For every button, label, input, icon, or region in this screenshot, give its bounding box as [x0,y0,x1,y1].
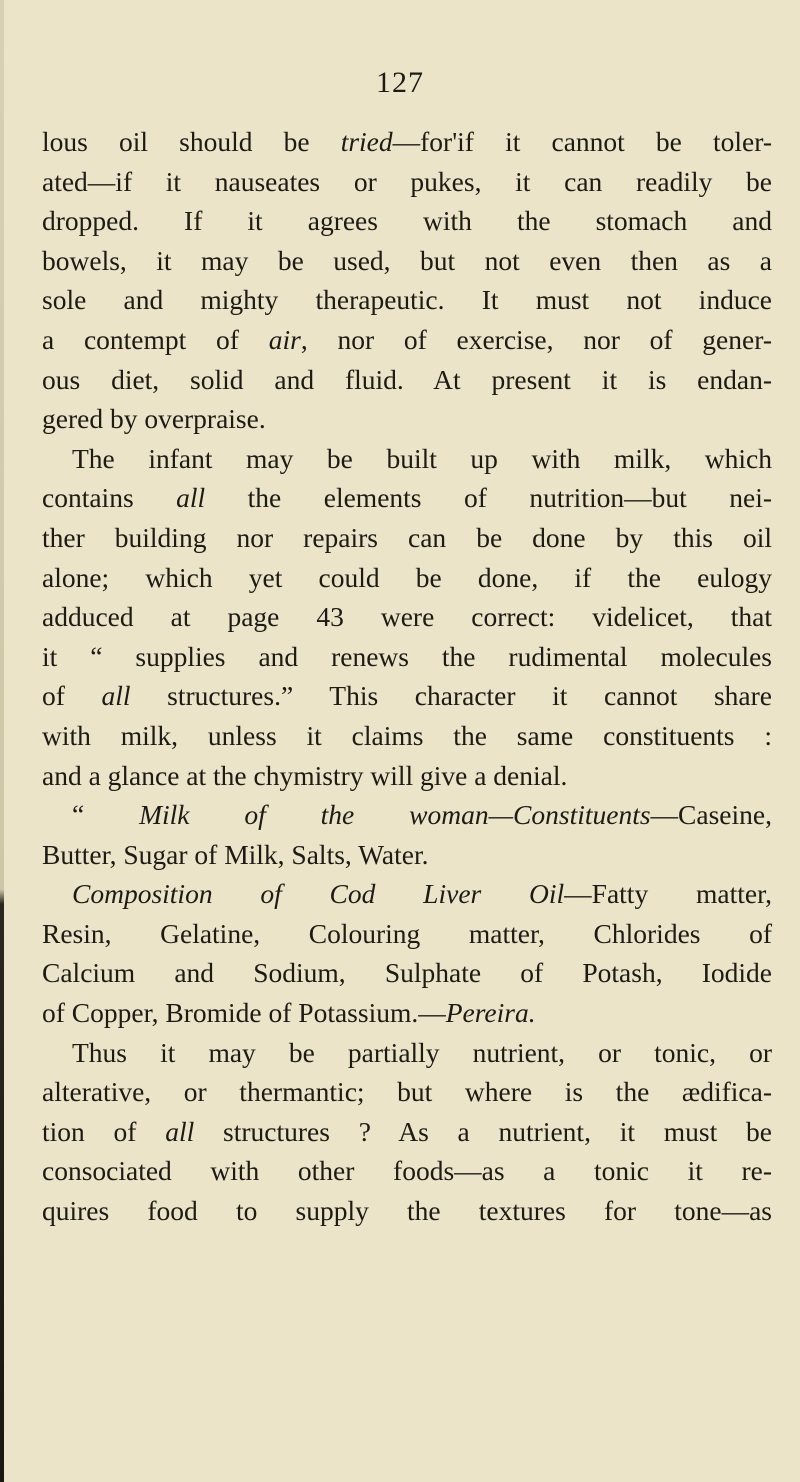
text-line: Thus it may be partially nutrient, or tonic, or [72,1036,772,1068]
text-line: it “ supplies and renews the rudimental molecules [42,640,772,672]
text-line: gered by overpraise. [42,403,266,435]
text-line: alone; which yet could be done, if the eulogy [42,561,772,593]
text-line: of Copper, Bromide of Potassium.—Pereira. [42,997,536,1029]
body-text [42,122,772,1231]
text-line: dropped. If it agrees with the stomach and [42,205,772,237]
text-line: ated—if it nauseates or pukes, it can readily be [42,165,772,197]
text-line: Butter, Sugar of Milk, Salts, Water. [42,838,429,870]
text-line: The infant may be built up with milk, which [72,442,772,474]
text-line: quires food to supply the textures for tone—as [42,1195,772,1227]
text-line: of all structures.” This character it cannot share [42,680,772,712]
text-line: contains all the elements of nutrition—but nei- [42,482,772,514]
text-line: sole and mighty therapeutic. It must not induce [42,284,772,316]
text-line: Calcium and Sodium, Sulphate of Potash, Iodide [42,957,772,989]
text-line: “ Milk of the woman—Constituents—Caseine, [72,799,772,831]
text-line: ther building nor repairs can be done by this oil [42,521,772,553]
page-number: 127 [376,66,424,99]
text-line: consociated with other foods—as a tonic it re- [42,1155,772,1187]
text-line: lous oil should be tried—for'if it cannot be toler- [42,126,773,157]
text-line: with milk, unless it claims the same constituents : [42,719,772,751]
text-line: bowels, it may be used, but not even then as a [42,244,772,276]
text-line: alterative, or thermantic; but where is the ædifica- [42,1076,772,1108]
page-edge-shadow [0,0,4,1482]
text-line: Resin, Gelatine, Colouring matter, Chlorides of [42,917,772,949]
text-line: Composition of Cod Liver Oil—Fatty matter, [72,878,773,910]
text-line: a contempt of air, nor of exercise, nor of gener- [42,323,772,355]
text-line: ous diet, solid and fluid. At present it is endan- [42,363,772,395]
text-line: and a glance at the chymistry will give a denial. [42,759,568,791]
text-line: adduced at page 43 were correct: videlicet, that [42,601,772,633]
text-line: tion of all structures ? As a nutrient, it must be [42,1115,772,1147]
